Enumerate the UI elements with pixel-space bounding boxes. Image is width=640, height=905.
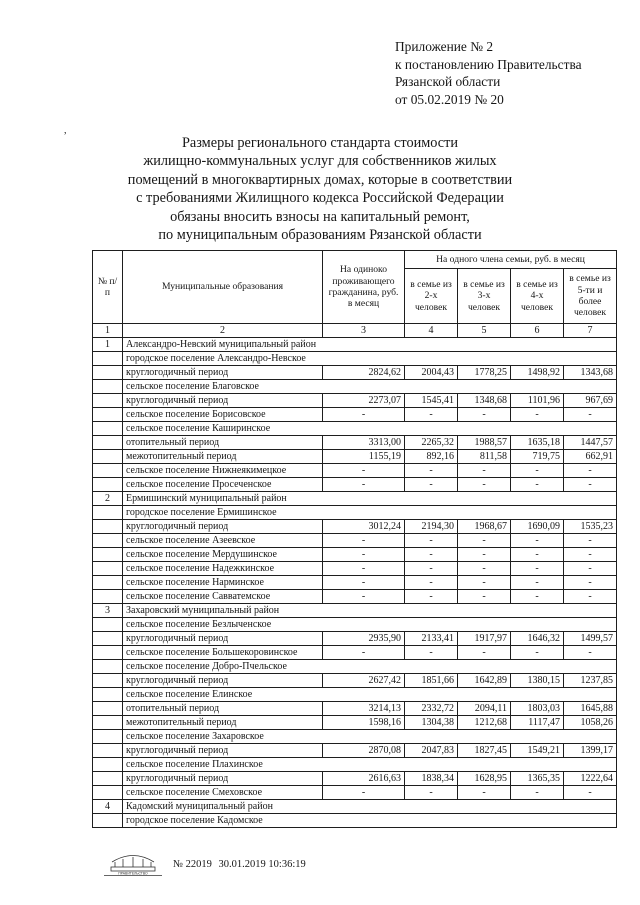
value-cell: - (405, 786, 458, 800)
table-row (93, 394, 617, 408)
settlement-name: сельское поселение Борисовское (123, 408, 323, 422)
value-cell: - (458, 562, 511, 576)
table-row (93, 408, 617, 422)
table-row (93, 520, 617, 534)
row-number (93, 352, 123, 366)
settlement-name: сельское поселение Благовское (123, 380, 617, 394)
value-cell: 1117,47 (511, 716, 564, 730)
header-municipality: Муниципальные образования (123, 251, 323, 324)
row-number (93, 520, 123, 534)
settlement-name: сельское поселение Большекоровинское (123, 646, 323, 660)
settlement-name: сельское поселение Добро-Пчельское (123, 660, 617, 674)
government-seal-icon (98, 852, 168, 878)
value-cell: 1380,15 (511, 674, 564, 688)
value-cell: - (405, 576, 458, 590)
table-row (93, 786, 617, 800)
settlement-name: сельское поселение Нижнеякимецкое (123, 464, 323, 478)
row-number (93, 548, 123, 562)
standards-table (92, 250, 617, 828)
settlement-name: сельское поселение Азеевское (123, 534, 323, 548)
appendix-line: Рязанской области (395, 74, 501, 89)
value-cell: - (458, 408, 511, 422)
row-number (93, 674, 123, 688)
period-name: круглогодичный период (123, 674, 323, 688)
table-row (93, 758, 617, 772)
row-number (93, 786, 123, 800)
value-cell: - (323, 464, 405, 478)
value-cell: 1628,95 (458, 772, 511, 786)
value-cell: - (405, 408, 458, 422)
value-cell: 1237,85 (564, 674, 617, 688)
value-cell: 1642,89 (458, 674, 511, 688)
title-line: помещений в многоквартирных домах, которые в соответствии (127, 171, 513, 188)
title-line: обязаны вносить взносы на капитальный ремонт, (170, 208, 470, 225)
value-cell: 662,91 (564, 450, 617, 464)
table-row (93, 590, 617, 604)
appendix-line: Приложение № 2 (395, 39, 494, 54)
value-cell: 1645,88 (564, 702, 617, 716)
value-cell: - (405, 464, 458, 478)
row-number (93, 730, 123, 744)
appendix-line: от 05.02.2019 № 20 (395, 91, 504, 107)
row-number (93, 464, 123, 478)
value-cell: 2194,30 (405, 520, 458, 534)
value-cell: 1155,19 (323, 450, 405, 464)
value-cell: 2047,83 (405, 744, 458, 758)
value-cell: 1778,25 (458, 366, 511, 380)
table-row (93, 800, 617, 814)
row-number (93, 436, 123, 450)
row-number (93, 646, 123, 660)
row-number (93, 814, 123, 828)
value-cell: - (564, 786, 617, 800)
value-cell: - (511, 646, 564, 660)
value-cell: 1988,57 (458, 436, 511, 450)
title-line: Размеры регионального стандарта стоимости (181, 135, 459, 151)
value-cell: 1968,67 (458, 520, 511, 534)
table-row (93, 380, 617, 394)
value-cell: 1803,03 (511, 702, 564, 716)
row-number: 3 (93, 604, 123, 618)
table-row (93, 352, 617, 366)
value-cell: - (458, 478, 511, 492)
value-cell: 2004,43 (405, 366, 458, 380)
column-number: 5 (458, 324, 511, 338)
table-row (93, 506, 617, 520)
value-cell: 2824,62 (323, 366, 405, 380)
settlement-name: городское поселение Ермишинское (123, 506, 617, 520)
settlement-name: сельское поселение Савватемское (123, 590, 323, 604)
period-name: отопительный период (123, 436, 323, 450)
table-row (93, 436, 617, 450)
doc-number: № 22019 (173, 859, 212, 870)
row-number (93, 562, 123, 576)
value-cell: - (564, 478, 617, 492)
table-row (93, 422, 617, 436)
table-row (93, 576, 617, 590)
period-name: межотопительный период (123, 716, 323, 730)
row-number (93, 702, 123, 716)
value-cell: 2094,11 (458, 702, 511, 716)
title-line: жилищно-коммунальных услуг для собственников жилых (143, 153, 497, 170)
value-cell: 1635,18 (511, 436, 564, 450)
settlement-name: сельское поселение Елинское (123, 688, 617, 702)
value-cell: 2332,72 (405, 702, 458, 716)
column-number: 7 (564, 324, 617, 338)
value-cell: 1499,57 (564, 632, 617, 646)
value-cell: - (323, 408, 405, 422)
header-num: № п/п (93, 251, 123, 324)
table-row (93, 688, 617, 702)
value-cell: - (405, 534, 458, 548)
settlement-name: городское поселение Александро-Невское (123, 352, 617, 366)
table-row (93, 562, 617, 576)
row-number (93, 506, 123, 520)
row-number (93, 758, 123, 772)
row-number: 4 (93, 800, 123, 814)
table-row (93, 492, 617, 506)
table-row (93, 548, 617, 562)
document-title (100, 134, 540, 244)
value-cell: - (564, 464, 617, 478)
value-cell: - (564, 646, 617, 660)
value-cell: - (458, 534, 511, 548)
value-cell: 1399,17 (564, 744, 617, 758)
value-cell: 2935,90 (323, 632, 405, 646)
value-cell: 1838,34 (405, 772, 458, 786)
table-row (93, 338, 617, 352)
value-cell: 2627,42 (323, 674, 405, 688)
period-name: круглогодичный период (123, 632, 323, 646)
value-cell: - (511, 464, 564, 478)
value-cell: - (323, 548, 405, 562)
appendix-line: к постановлению Правительства (395, 56, 582, 72)
table-row (93, 604, 617, 618)
value-cell: - (458, 590, 511, 604)
header-single: На одиноко проживающего гражданина, руб. в месяц (323, 251, 405, 324)
value-cell: - (458, 464, 511, 478)
row-number (93, 744, 123, 758)
value-cell: 2133,41 (405, 632, 458, 646)
table-row (93, 660, 617, 674)
settlement-name: городское поселение Кадомское (123, 814, 617, 828)
value-cell: - (458, 786, 511, 800)
value-cell: 967,69 (564, 394, 617, 408)
value-cell: - (564, 562, 617, 576)
value-cell: - (458, 576, 511, 590)
row-number (93, 450, 123, 464)
table-row (93, 646, 617, 660)
value-cell: - (511, 548, 564, 562)
settlement-name: сельское поселение Каширинское (123, 422, 617, 436)
value-cell: 1549,21 (511, 744, 564, 758)
value-cell: 1447,57 (564, 436, 617, 450)
row-number (93, 716, 123, 730)
value-cell: - (511, 408, 564, 422)
period-name: отопительный период (123, 702, 323, 716)
value-cell: 1101,96 (511, 394, 564, 408)
column-number-row (93, 324, 617, 338)
value-cell: - (405, 562, 458, 576)
value-cell: 2273,07 (323, 394, 405, 408)
period-name: круглогодичный период (123, 744, 323, 758)
period-name: круглогодичный период (123, 366, 323, 380)
row-number (93, 660, 123, 674)
row-number (93, 576, 123, 590)
value-cell: - (458, 646, 511, 660)
row-number (93, 590, 123, 604)
table-row (93, 534, 617, 548)
value-cell: - (511, 786, 564, 800)
table-row (93, 772, 617, 786)
value-cell: 1222,64 (564, 772, 617, 786)
district-name: Захаровский муниципальный район (123, 604, 617, 618)
settlement-name: сельское поселение Мердушинское (123, 548, 323, 562)
row-number (93, 534, 123, 548)
value-cell: - (323, 576, 405, 590)
row-number (93, 632, 123, 646)
value-cell: 2616,63 (323, 772, 405, 786)
value-cell: 1535,23 (564, 520, 617, 534)
row-number: 2 (93, 492, 123, 506)
table-row (93, 730, 617, 744)
header-fam3: в семье из 3-х человек (458, 269, 511, 324)
table-row (93, 702, 617, 716)
value-cell: - (323, 590, 405, 604)
row-number (93, 394, 123, 408)
value-cell: 719,75 (511, 450, 564, 464)
table-row (93, 674, 617, 688)
table-row (93, 632, 617, 646)
value-cell: 3214,13 (323, 702, 405, 716)
column-number: 4 (405, 324, 458, 338)
row-number (93, 772, 123, 786)
value-cell: 3012,24 (323, 520, 405, 534)
title-line: по муниципальным образованиям Рязанской области (158, 227, 482, 244)
settlement-name: сельское поселение Нарминское (123, 576, 323, 590)
value-cell: - (405, 478, 458, 492)
value-cell: 1348,68 (458, 394, 511, 408)
value-cell: 1304,38 (405, 716, 458, 730)
value-cell: 2265,32 (405, 436, 458, 450)
value-cell: - (511, 590, 564, 604)
row-number (93, 366, 123, 380)
period-name: круглогодичный период (123, 394, 323, 408)
value-cell: - (564, 534, 617, 548)
row-number (93, 618, 123, 632)
value-cell: - (564, 590, 617, 604)
table-row (93, 366, 617, 380)
value-cell: 1212,68 (458, 716, 511, 730)
value-cell: - (511, 562, 564, 576)
value-cell: - (564, 408, 617, 422)
table-row (93, 618, 617, 632)
header-fam5: в семье из 5-ти и более человек (564, 269, 617, 324)
doc-timestamp: 30.01.2019 10:36:19 (218, 859, 306, 870)
value-cell: - (323, 646, 405, 660)
value-cell: - (405, 590, 458, 604)
footer (98, 852, 378, 882)
settlement-name: сельское поселение Плахинское (123, 758, 617, 772)
header-per-member: На одного члена семьи, руб. в месяц (405, 251, 617, 269)
value-cell: - (323, 478, 405, 492)
value-cell: - (511, 576, 564, 590)
value-cell: - (511, 478, 564, 492)
district-name: Александро-Невский муниципальный район (123, 338, 617, 352)
value-cell: 1917,97 (458, 632, 511, 646)
value-cell: 2870,08 (323, 744, 405, 758)
title-line: с требованиями Жилищного кодекса Российской Федерации (136, 190, 504, 207)
value-cell: - (405, 548, 458, 562)
row-number (93, 408, 123, 422)
footer-stamp-text (173, 859, 310, 870)
value-cell: - (564, 576, 617, 590)
value-cell: 1498,92 (511, 366, 564, 380)
column-number: 6 (511, 324, 564, 338)
value-cell: - (323, 562, 405, 576)
row-number (93, 422, 123, 436)
column-number: 2 (123, 324, 323, 338)
value-cell: 1851,66 (405, 674, 458, 688)
value-cell: - (511, 534, 564, 548)
value-cell: - (458, 548, 511, 562)
table-row (93, 464, 617, 478)
column-number: 3 (323, 324, 405, 338)
row-number: 1 (93, 338, 123, 352)
value-cell: 1343,68 (564, 366, 617, 380)
settlement-name: сельское поселение Захаровское (123, 730, 617, 744)
value-cell: 811,58 (458, 450, 511, 464)
svg-text:ПРАВИТЕЛЬСТВО: ПРАВИТЕЛЬСТВО (118, 871, 148, 876)
period-name: круглогодичный период (123, 772, 323, 786)
row-number (93, 688, 123, 702)
value-cell: - (564, 548, 617, 562)
row-number (93, 478, 123, 492)
period-name: круглогодичный период (123, 520, 323, 534)
settlement-name: сельское поселение Просеченское (123, 478, 323, 492)
table-body (93, 338, 617, 828)
value-cell: - (405, 646, 458, 660)
table-row (93, 478, 617, 492)
value-cell: - (323, 534, 405, 548)
value-cell: 1690,09 (511, 520, 564, 534)
table-row (93, 814, 617, 828)
table-row (93, 450, 617, 464)
settlement-name: сельское поселение Надежкинское (123, 562, 323, 576)
header-fam4: в семье из 4-х человек (511, 269, 564, 324)
value-cell: 1598,16 (323, 716, 405, 730)
district-name: Ермишинский муниципальный район (123, 492, 617, 506)
header-fam2: в семье из 2-х человек (405, 269, 458, 324)
value-cell: 1365,35 (511, 772, 564, 786)
value-cell: 1058,26 (564, 716, 617, 730)
appendix-block (395, 38, 635, 108)
margin-mark: , (64, 125, 67, 136)
district-name: Кадомский муниципальный район (123, 800, 617, 814)
value-cell: 1545,41 (405, 394, 458, 408)
settlement-name: сельское поселение Смеховское (123, 786, 323, 800)
row-number (93, 380, 123, 394)
table-row (93, 744, 617, 758)
table-row (93, 716, 617, 730)
value-cell: 1827,45 (458, 744, 511, 758)
value-cell: 1646,32 (511, 632, 564, 646)
value-cell: 3313,00 (323, 436, 405, 450)
value-cell: 892,16 (405, 450, 458, 464)
settlement-name: сельское поселение Безлыченское (123, 618, 617, 632)
value-cell: - (323, 786, 405, 800)
period-name: межотопительный период (123, 450, 323, 464)
column-number: 1 (93, 324, 123, 338)
